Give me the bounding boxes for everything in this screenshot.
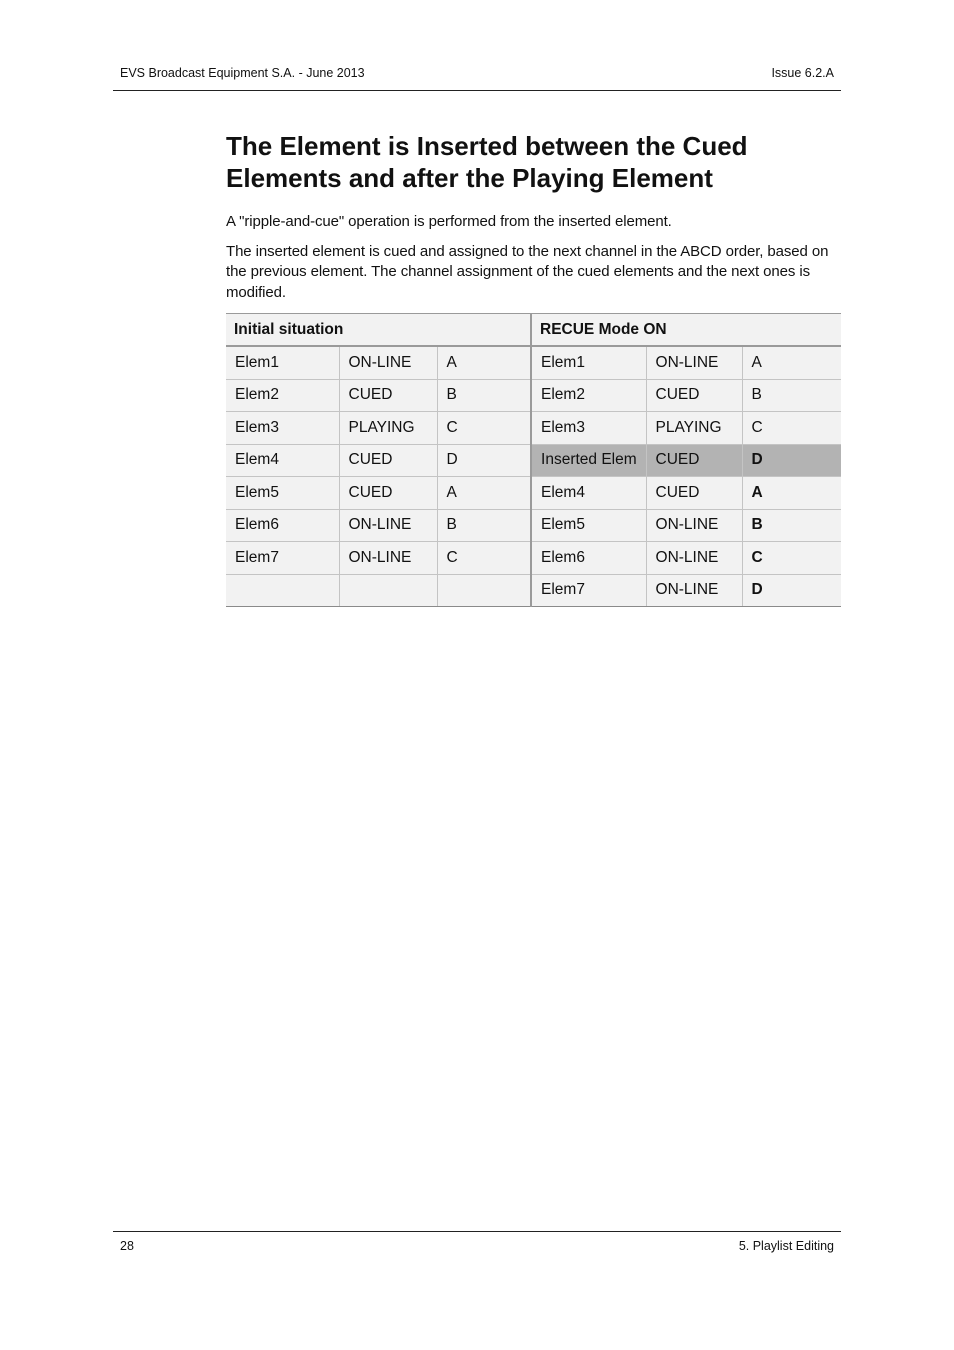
recue-channel-changed: B (742, 509, 841, 542)
section-title (226, 130, 841, 194)
initial-status-empty (339, 574, 437, 607)
header-publisher: EVS Broadcast Equipment S.A. - June 2013 (120, 66, 365, 80)
recue-element: Elem4 (531, 477, 646, 510)
table-row (226, 379, 841, 412)
recue-status: CUED (646, 477, 742, 510)
recue-status: ON-LINE (646, 509, 742, 542)
initial-channel: A (437, 477, 531, 510)
initial-element-empty (226, 574, 339, 607)
recue-element: Elem3 (531, 412, 646, 445)
initial-status: CUED (339, 379, 437, 412)
intro-paragraph: A "ripple-and-cue" operation is performed from the inserted element. (226, 213, 672, 230)
initial-status: ON-LINE (339, 542, 437, 575)
main-content (226, 130, 841, 607)
initial-element: Elem6 (226, 509, 339, 542)
recue-element: Elem2 (531, 379, 646, 412)
initial-element: Elem3 (226, 412, 339, 445)
recue-element: Elem7 (531, 574, 646, 607)
table-row (226, 574, 841, 607)
header-recue-mode-on: RECUE Mode ON (531, 314, 841, 347)
recue-channel-changed: D (742, 574, 841, 607)
recue-status: ON-LINE (646, 346, 742, 379)
page-header (113, 64, 841, 91)
inserted-channel-cell: D (742, 444, 841, 477)
initial-element: Elem7 (226, 542, 339, 575)
description-paragraph: The inserted element is cued and assigned to the next channel in the ABCD order, based on the previous element. The channel assignment of the cued elements and the next ones is modified. (226, 242, 829, 301)
recue-status: CUED (646, 379, 742, 412)
recue-channel: B (742, 379, 841, 412)
initial-status: CUED (339, 477, 437, 510)
initial-channel-empty (437, 574, 531, 607)
recue-channel-changed: C (742, 542, 841, 575)
table-row (226, 412, 841, 445)
recue-element: Elem1 (531, 346, 646, 379)
recue-status: ON-LINE (646, 574, 742, 607)
page-footer (113, 1231, 841, 1253)
chapter-title: 5. Playlist Editing (738, 1239, 834, 1253)
initial-status: CUED (339, 444, 437, 477)
section-title-line1: The Element is Inserted between the Cued (226, 131, 748, 161)
recue-channel: A (742, 346, 841, 379)
table-header-row (226, 314, 841, 347)
inserted-element-cell: Inserted Elem (531, 444, 646, 477)
section-title-line2: Elements and after the Playing Element (226, 163, 713, 193)
table-row (226, 346, 841, 379)
table-row (226, 542, 841, 575)
recue-status: PLAYING (646, 412, 742, 445)
initial-element: Elem2 (226, 379, 339, 412)
initial-status: PLAYING (339, 412, 437, 445)
recue-channel: C (742, 412, 841, 445)
initial-element: Elem5 (226, 477, 339, 510)
initial-channel: D (437, 444, 531, 477)
recue-status: ON-LINE (646, 542, 742, 575)
initial-channel: B (437, 379, 531, 412)
page-number: 28 (120, 1239, 134, 1253)
header-initial-situation: Initial situation (226, 314, 531, 347)
initial-element: Elem4 (226, 444, 339, 477)
initial-element: Elem1 (226, 346, 339, 379)
initial-status: ON-LINE (339, 509, 437, 542)
recue-element: Elem6 (531, 542, 646, 575)
initial-channel: A (437, 346, 531, 379)
recue-comparison-table (226, 313, 841, 607)
table-row (226, 477, 841, 510)
initial-channel: C (437, 542, 531, 575)
initial-status: ON-LINE (339, 346, 437, 379)
table-row (226, 444, 841, 477)
recue-channel-changed: A (742, 477, 841, 510)
table-row (226, 509, 841, 542)
header-issue: Issue 6.2.A (771, 66, 834, 80)
initial-channel: C (437, 412, 531, 445)
recue-element: Elem5 (531, 509, 646, 542)
inserted-status-cell: CUED (646, 444, 742, 477)
initial-channel: B (437, 509, 531, 542)
